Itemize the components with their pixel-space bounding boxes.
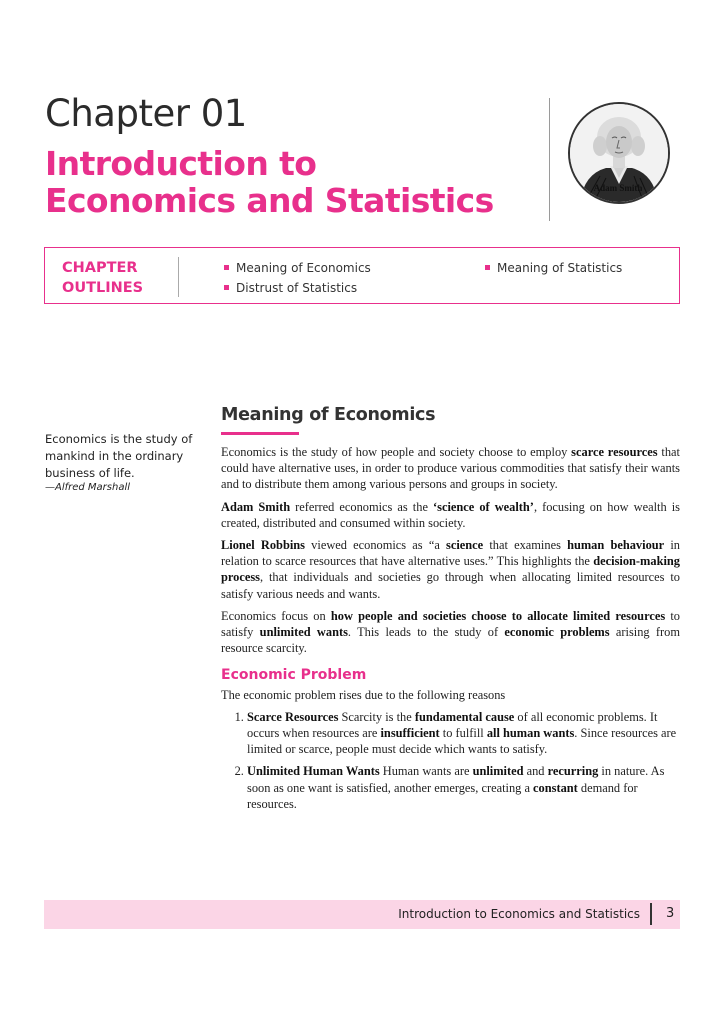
chapter-title-line2: Economics and Statistics [45,181,494,220]
side-quote: Economics is the study of mankind in the ordinary business of life. [45,432,193,480]
bold-term: ‘science of wealth’ [433,499,534,514]
chapter-number: Chapter 01 [45,92,247,135]
section-heading: Meaning of Economics [221,405,436,425]
outline-item[interactable] [224,261,371,275]
outline-item-label: Meaning of Economics [236,261,371,275]
bold-term: constant [533,780,578,795]
list-item: 2. Unlimited Human Wants Human wants are unlimited and recurring in nature. As soon as one want is satisfied, another emerges, creating a constant demand for resources. [247,763,680,812]
bold-term: fundamental cause [414,709,515,724]
bold-term: insufficient [380,726,440,741]
bold-term: science [446,538,484,553]
chapter-title [45,145,535,219]
body-paragraph: Economics focus on how people and societies choose to allocate limited resources to satisfy unlimited wants. This leads to the study of economic problems arising from resource scarcity. [221,608,681,656]
bold-term: human behaviour [567,538,665,553]
square-bullet-icon [224,265,229,270]
footer-divider [650,903,652,925]
bold-term: decision-making process [221,554,680,585]
outline-item[interactable] [485,261,622,275]
bold-term: scarce resources [571,445,658,459]
portrait-caption: Adam Smith [593,183,643,193]
section-heading-underline [221,432,299,435]
body-paragraph: Economics is the study of how people and society choose to employ scarce resources that could have alternative uses, in order to produce various commodities that satisfy their wants and to distribute them among various persons and groups in society. [221,445,680,492]
bold-term: recurring [547,764,599,779]
bold-term: how people and societies choose to allocate limited resources [330,608,666,623]
subsection-intro: The economic problem rises due to the following reasons [221,687,506,702]
body-paragraph: Lionel Robbins viewed economics as “a science that examines human behaviour in relation to scarce resources that have alternative uses.” This highlights the decision-making process, that individuals and societies go through when allocating limited resources to satisfy various needs and wants. [221,538,680,601]
outline-label-line2: OUTLINES [62,280,144,296]
chapter-title-line1: Introduction to [45,144,317,183]
footer-title: Introduction to Economics and Statistics [398,907,640,921]
outline-item-label: Meaning of Statistics [497,261,623,275]
bold-term: Unlimited Human Wants [247,764,380,779]
bold-term: Scarce Resources [247,709,339,724]
outline-label-line1: CHAPTER [62,260,138,276]
square-bullet-icon [224,285,229,290]
outline-divider [178,257,179,297]
bold-term: unlimited [472,764,524,779]
outline-item-label: Distrust of Statistics [236,281,358,295]
bold-term: Adam Smith [221,499,291,514]
list-item: 1. Scarce Resources Scarcity is the fundamental cause of all economic problems. It occurs when resources are insufficient to fulfill all human wants. Since resources are limited or scarce, people must decide which wants to satisfy. [247,709,680,758]
bold-term: unlimited wants [259,625,348,640]
reasons-list [221,709,680,812]
page-number: 3 [666,906,675,921]
side-quote-author: —Alfred Marshall [45,482,131,493]
section-body [221,444,680,818]
subsection-heading: Economic Problem [221,667,367,684]
body-paragraph: Adam Smith referred economics as the ‘science of wealth’, focusing on how wealth is created, distributed and consumed within society. [221,499,680,530]
outline-item[interactable] [224,281,357,295]
bold-term: Lionel Robbins [221,538,305,553]
chapter-outlines-label [62,258,143,298]
bold-term: all human wants [486,726,575,741]
square-bullet-icon [485,265,490,270]
header-divider [549,98,550,221]
bold-term: economic problems [504,625,610,640]
